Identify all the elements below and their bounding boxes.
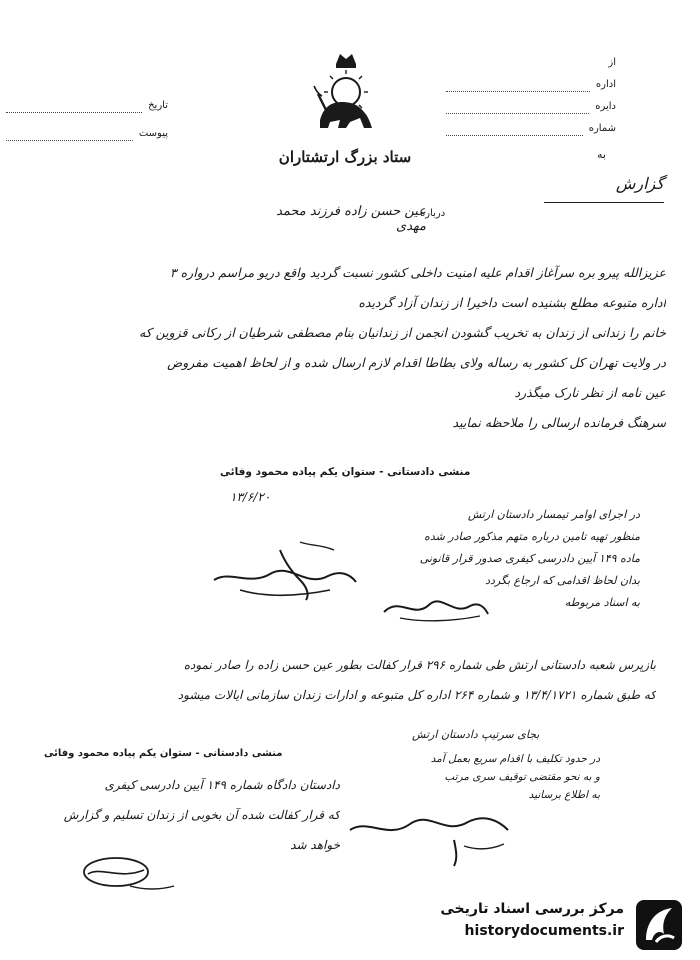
body-line: اداره متبوعه مطلع بشنیده است داخیرا از زندان آزاد گردیده [358,295,666,310]
attachment-field [6,120,168,148]
order-line: در اجرای اوامر تیمسار دادستان ارتش [467,508,640,521]
lion-and-sun-emblem-icon [306,50,386,132]
header-fields-right [446,52,616,140]
date-label: تاریخ [148,100,168,111]
number-label: شماره [588,123,616,134]
subject: عین حسن زاده فرزند محمد مهدی [276,204,426,234]
date-field [6,92,168,120]
body-line: عزیزالله پیرو بره سرآغاز اقدام علیه امنیت داخلی کشور نسبت گردید واقع دریو مراسم درواره ۳ [169,265,666,280]
body-line: سرهنگ فرمانده ارسالی را ملاحظه نمایید [452,415,666,430]
mid-note [340,750,600,804]
signature-3 [344,800,514,870]
addressee: گزارش [544,166,664,203]
report-block [56,650,656,710]
order-line: به اسناد مربوطه [564,596,640,609]
clerk-note: منشی دادستانی - ستوان یکم پیاده محمود وفائی [220,466,471,478]
office-dotted-line [446,79,590,92]
left-note-line: دادستان دادگاه شماره ۱۴۹ آیین دادرسی کیفری [104,778,340,792]
attachment-dotted-line [6,128,133,141]
left-note-line: که قرار کفالت شده آن بخوبی از زندان تسلیم و گزارش [63,808,340,822]
left-note [50,770,340,860]
watermark-name: مرکز بررسی اسناد تاریخی [440,901,624,917]
signature-1 [210,530,360,610]
order-line: ماده ۱۴۹ آیین دادرسی کیفری صدور قرار قانونی [419,552,640,565]
signature-2 [380,586,490,626]
date-mark: ۱۳/۶/۲۰ [230,490,271,504]
body-line: در ولایت تهران کل کشور به رساله ولای بطاطا اقدام لازم ارسال شده و از لحاظ اهمیت مفروض [167,355,666,370]
from-field [446,52,616,74]
archive-logo-icon [634,898,684,952]
agency-name: ستاد بزرگ ارتشتاران [278,148,412,166]
left-note-line: خواهد شد [290,838,340,852]
mid-note-line: به اطلاع برسانید [528,789,600,801]
order-line: بدان لحاظ اقدامی که ارجاع بگردد [485,574,640,587]
body-line: خانم را زندانی از زندان به تخریب گشودن انجمن از زندانیان بنام مصطفی شرطیان از رکانی قزوین که [139,325,666,340]
to-label: به [597,148,606,161]
header-fields-left [6,92,168,148]
report-line: که طبق شماره ۱۳/۴/۱۷۲۱ و شماره ۲۶۴ اداره کل متبوعه و ادارات زندان سازمانی ایالات میشود [177,688,656,702]
report-line: بازپرس شعبه دادستانی ارتش طی شماره ۲۹۶ قرار کفالت بطور عین حسن زاده را صادر نموده [183,658,656,672]
mid-note-line: در حدود تکلیف با اقدام سریع بعمل آمد [430,753,600,765]
attachment-label: پیوست [138,128,168,139]
letter-body [106,258,666,438]
mid-note-line: و به نحو مقتضی توقیف سری مرتب [444,771,600,783]
from-label: از [608,57,616,68]
office-field [446,74,616,96]
watermark-text [424,898,624,942]
watermark-url: historydocuments.ir [464,923,624,939]
bureau-field [446,96,616,118]
date-dotted-line [6,100,142,113]
office-label: اداره [595,79,616,90]
subject-label: درباره [420,208,446,219]
body-line: عین نامه از نظر نارک میگذرد [514,385,666,400]
clerk-note-2: منشی دادستانی - ستوان یکم پیاده محمود وفائی [44,748,283,759]
number-dotted-line [446,123,583,136]
signature-4 [70,852,180,896]
bureau-label: دایره [595,101,616,112]
archive-watermark [420,894,686,956]
order-line: منظور تهیه تامین درباره متهم مذکور صادر شده [424,530,640,543]
number-field [446,118,616,140]
sign-label: بجای سرتیپ دادستان ارتش [412,728,540,741]
bureau-dotted-line [446,101,589,114]
